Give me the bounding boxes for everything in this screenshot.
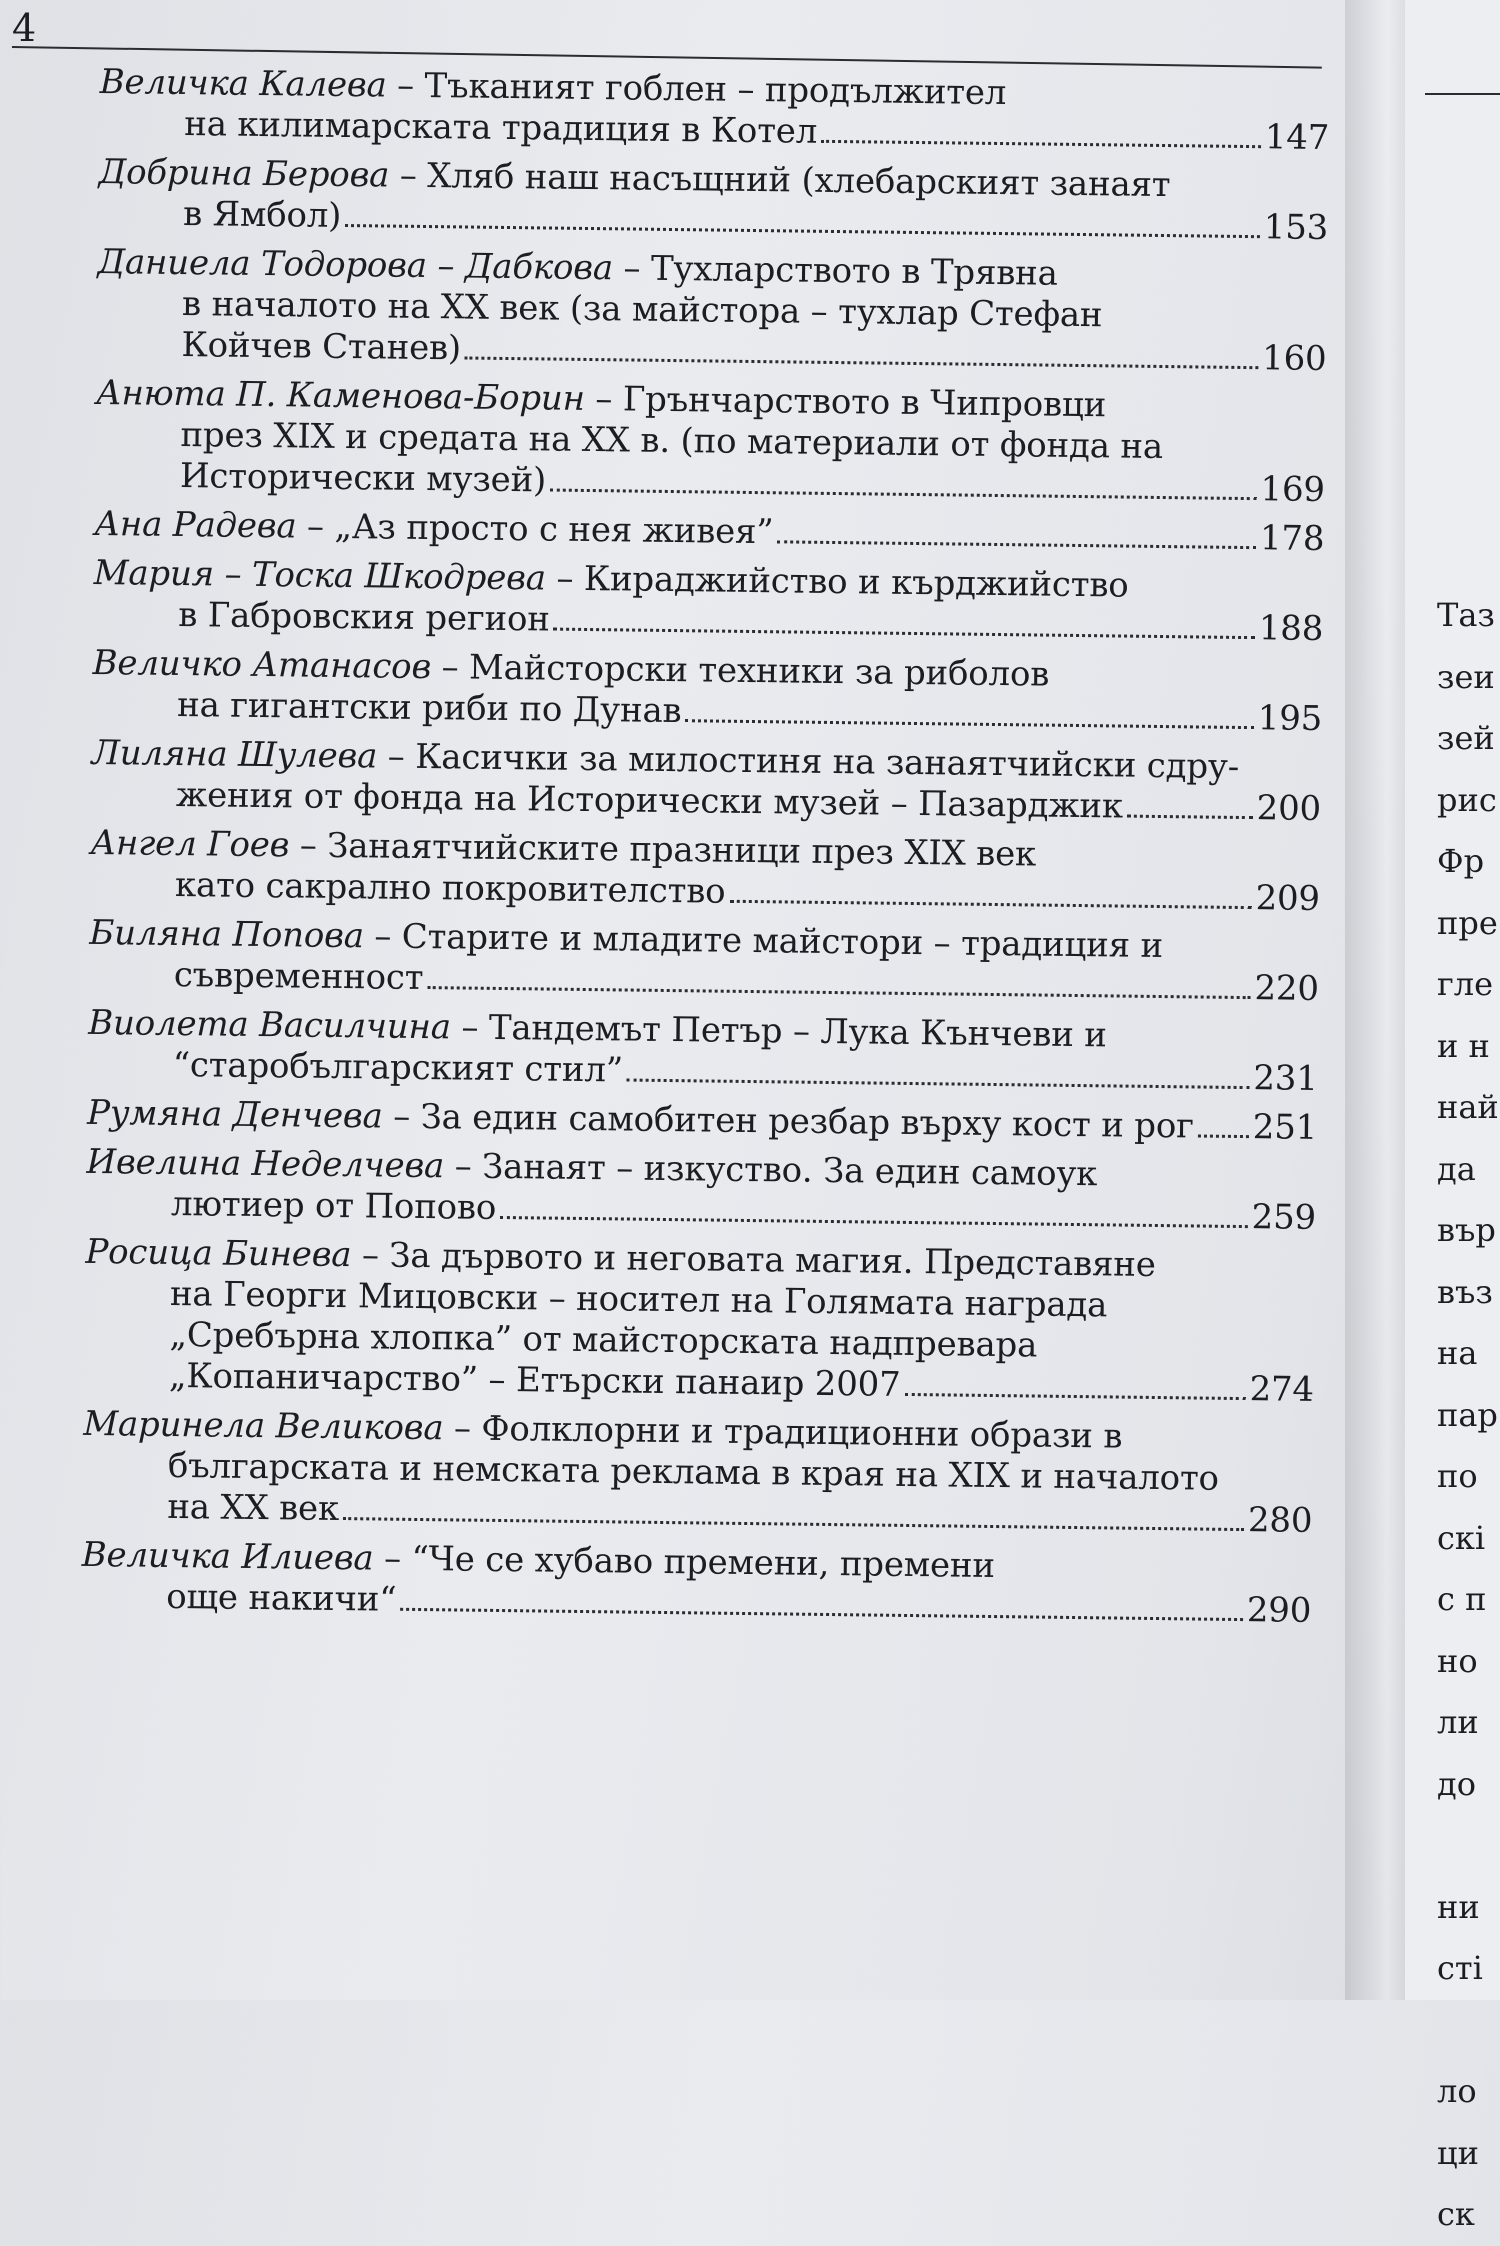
toc-author: Лиляна Шулева (91, 732, 378, 777)
toc-title-line: през XIX и средата на XX в. (по материали от фонда на (180, 415, 1164, 468)
toc-entry (87, 1093, 1317, 1149)
toc-entry (82, 1404, 1313, 1542)
toc-last-text (183, 194, 342, 237)
right-page-line: въз (1437, 1272, 1493, 1311)
toc-entry (90, 823, 1321, 920)
right-page-line: Фр (1437, 842, 1485, 880)
toc-entry (96, 242, 1327, 380)
toc-page-number: 290 (1246, 1590, 1312, 1631)
toc-title-part: “старобългарският стил” (172, 1044, 624, 1091)
right-page-line: но (1437, 1641, 1478, 1680)
toc-page-number: 153 (1263, 207, 1329, 249)
toc-last-text (177, 685, 682, 732)
dot-leader (465, 356, 1258, 369)
toc-title-line: „Сребърна хлопка” от майсторската надпревара (169, 1314, 1038, 1366)
toc-title-part: – Старите и младите майстори – традиция и (363, 916, 1164, 967)
book-fold (1345, 0, 1405, 2000)
toc-author: Анюта П. Каменова-Борин (95, 372, 586, 419)
right-page-line: най (1437, 1088, 1499, 1126)
right-page-text (1437, 585, 1500, 2246)
table-of-contents (81, 62, 1330, 1640)
toc-last-text (166, 1577, 397, 1621)
toc-title-part: – За един самобитен резбар върху кост и рог (382, 1096, 1194, 1147)
dot-leader (500, 1216, 1248, 1228)
toc-page-number: 209 (1255, 878, 1321, 919)
toc-page-number: 200 (1256, 788, 1322, 829)
toc-title-part: – Занаят – изкуство. За един самоук (443, 1146, 1098, 1195)
toc-title-part: – Кираджийство и кърджийство (545, 558, 1129, 606)
toc-entry (89, 913, 1320, 1010)
toc-entry (88, 1003, 1319, 1100)
toc-author: Величка Илиева (81, 1534, 374, 1579)
toc-page-number: 160 (1261, 338, 1327, 380)
toc-title-part: Койчев Станев) (181, 325, 462, 369)
toc-title-part: жения от фонда на Исторически музей – Пазарджик (175, 774, 1124, 827)
dot-leader (729, 900, 1251, 909)
toc-author: Мария – Тоска Шкодрева (93, 552, 547, 599)
dot-leader (1127, 815, 1253, 820)
toc-title-part: още накичи“ (166, 1576, 397, 1620)
toc-author: Ангел Гоев (90, 822, 290, 866)
toc-page-number: 220 (1254, 968, 1320, 1009)
right-page-line: да (1437, 1149, 1476, 1188)
toc-entry (98, 152, 1329, 249)
right-page-line (1437, 1815, 1500, 1877)
toc-entry (86, 1142, 1317, 1239)
toc-last-text (184, 104, 817, 153)
toc-title-line: българската и немската реклама в края на XIX и началото (167, 1445, 1220, 1499)
toc-entry (95, 373, 1326, 511)
right-page-line: зей (1437, 719, 1495, 757)
toc-author: Даниела Тодорова – Дабкова (97, 241, 614, 289)
dot-leader (400, 1608, 1242, 1621)
toc-author: Маринела Великова (83, 1403, 444, 1449)
toc-author: Величка Калева (99, 62, 387, 106)
toc-author: Румяна Денчева (86, 1092, 383, 1137)
toc-author: Биляна Попова (89, 912, 365, 957)
toc-page-number: 178 (1259, 518, 1325, 559)
toc-title-part: „Копаничарство” – Етърски панаир 2007 (168, 1355, 901, 1405)
toc-last-text (87, 1093, 1194, 1148)
dot-leader (550, 489, 1256, 501)
toc-page-number: 251 (1252, 1107, 1318, 1148)
toc-title-part: – Тандемът Петър – Лука Кънчеви и (450, 1007, 1107, 1056)
dot-leader (343, 1517, 1244, 1531)
toc-title-part: – Тъканият гоблен – продължител (386, 65, 1007, 114)
toc-title-part: – Тухларството в Трявна (612, 248, 1058, 294)
toc-entry (91, 733, 1322, 830)
toc-title-part: – За дървото и неговата магия. Представяне (351, 1235, 1156, 1285)
right-page-line: с п (1437, 1580, 1487, 1618)
right-page-line: Таз (1437, 596, 1495, 634)
right-page-line: ли (1437, 1703, 1479, 1741)
toc-last-text (172, 1045, 623, 1091)
toc-title-part: – Грънчарството в Чипровци (584, 378, 1107, 426)
toc-page-number: 188 (1258, 608, 1324, 649)
right-page-line: рис (1437, 780, 1497, 819)
toc-author: Виолета Василчина (88, 1002, 452, 1048)
toc-entry (93, 553, 1324, 650)
toc-last-text (174, 955, 424, 999)
right-page-line: по (1437, 1457, 1478, 1495)
right-page-line: ци (1437, 2133, 1479, 2172)
dot-leader (685, 719, 1253, 729)
toc-title-part: на XX век (167, 1486, 340, 1530)
toc-entry (84, 1232, 1316, 1411)
toc-page-number: 147 (1264, 117, 1330, 159)
right-page-line (1437, 2000, 1500, 2062)
right-page-line: скі (1437, 1518, 1486, 1557)
toc-title-part: в Габровския регион (178, 594, 550, 640)
toc-title-line: на Георги Мицовски – носител на Голямата награда (169, 1273, 1108, 1326)
right-page-line: ло (1437, 2072, 1477, 2110)
toc-title-part: – Занаятчийските празници през XIX век (288, 825, 1037, 875)
toc-page-number: 280 (1247, 1500, 1313, 1541)
toc-title-part: – Касички за милостиня на занаятчийски сдру- (376, 736, 1240, 787)
right-page-line: на (1437, 1334, 1478, 1372)
right-page-rule (1425, 93, 1500, 95)
toc-page-number: 274 (1249, 1369, 1315, 1410)
dot-leader (627, 1079, 1249, 1090)
toc-author: Росица Бинева (85, 1231, 352, 1276)
dot-leader (345, 224, 1260, 238)
dot-leader (1198, 1134, 1249, 1138)
toc-entry (92, 643, 1323, 740)
toc-last-line (94, 504, 1324, 560)
toc-page-number: 169 (1260, 469, 1326, 510)
toc-last-text (178, 595, 550, 641)
right-page-line: зеи (1437, 657, 1495, 696)
toc-last-text (171, 1184, 497, 1229)
dot-leader (427, 986, 1250, 999)
toc-title-part: на килимарската традиция в Котел (184, 104, 818, 152)
toc-page-number: 195 (1257, 698, 1323, 739)
toc-last-text (94, 504, 774, 553)
right-page-line: гле (1437, 965, 1494, 1003)
right-page-line: пар (1437, 1395, 1498, 1434)
toc-page-number: 231 (1253, 1058, 1318, 1099)
toc-last-text (167, 1487, 339, 1530)
toc-entry (81, 1535, 1312, 1632)
toc-page-number: 259 (1251, 1197, 1317, 1238)
page-number: 4 (12, 6, 37, 50)
toc-last-text (169, 1356, 901, 1406)
toc-title-part: – Хляб наш насъщний (хлебарският занаят (388, 155, 1171, 206)
toc-title-part: на гигантски риби по Дунав (176, 684, 682, 732)
toc-author: Ивелина Неделчева (86, 1141, 445, 1187)
dot-leader (821, 140, 1261, 148)
toc-title-part: – „Аз просто с нея живея” (296, 506, 774, 553)
right-page-line: и н (1437, 1026, 1490, 1065)
right-page-line: вър (1437, 1211, 1496, 1249)
dot-leader (904, 1393, 1245, 1400)
toc-author: Величко Атанасов (92, 642, 432, 688)
toc-last-text (175, 865, 726, 913)
toc-title-part: като сакрално покровителство (174, 864, 726, 912)
right-page-line: до (1437, 1764, 1476, 1803)
right-page-line: пре (1437, 903, 1498, 942)
right-page-line: ск (1437, 2195, 1475, 2233)
toc-author: Ана Радева (94, 503, 297, 547)
toc-title-part: в Ямбол) (182, 194, 342, 236)
toc-title-line: в началото на XX век (за майстора – тухлар Стефан (181, 284, 1103, 336)
toc-entry (99, 62, 1330, 159)
right-page-line: сті (1437, 1949, 1483, 1987)
toc-author: Добрина Берова (98, 151, 390, 196)
toc-title-part: Исторически музей) (179, 456, 547, 501)
toc-last-text (180, 456, 547, 501)
toc-last-line (87, 1093, 1317, 1149)
toc-title-part: – Фолклорни и традиционни образи в (443, 1408, 1123, 1457)
toc-title-part: – “Че се хубаво премени, премени (373, 1538, 996, 1587)
dot-leader (777, 540, 1256, 549)
toc-title-part: – Майсторски техники за риболов (430, 647, 1050, 695)
toc-last-text (181, 325, 461, 369)
toc-title-part: съвременност (173, 954, 424, 999)
dot-leader (554, 628, 1255, 640)
toc-entry (94, 504, 1324, 560)
toc-title-part: лютиер от Попово (170, 1183, 497, 1228)
right-page-line: ни (1437, 1887, 1480, 1926)
